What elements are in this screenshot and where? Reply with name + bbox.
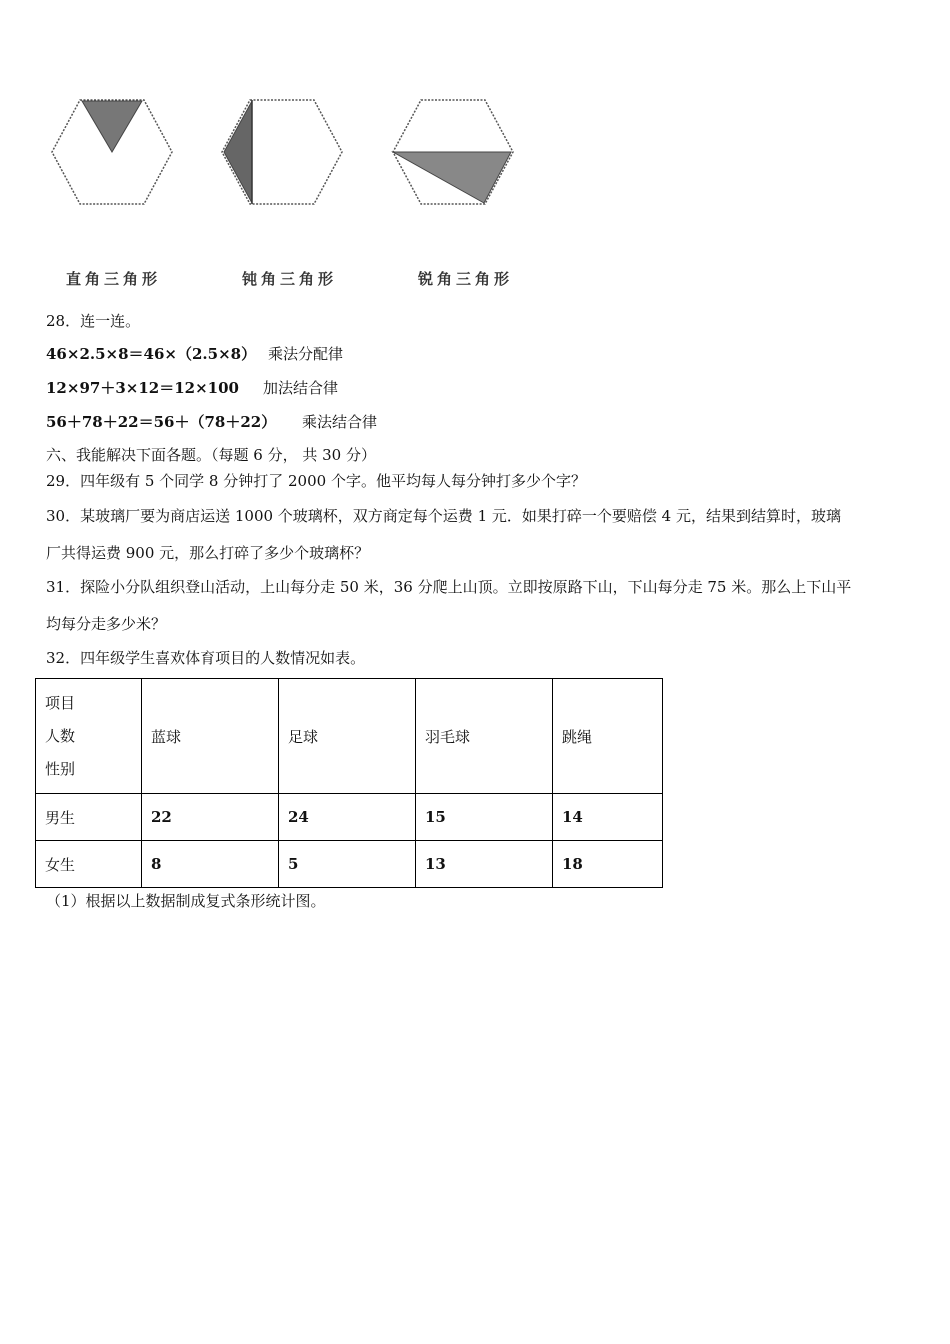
column-header: 跳绳 bbox=[553, 679, 663, 794]
table-corner-cell bbox=[36, 679, 142, 794]
q30-text-line-1: 30．某玻璃厂要为商店运送 1000 个玻璃杯，双方商定每个运费 1 元．如果打碎一个要赔偿 4 元，结果到结算时，玻璃 bbox=[46, 507, 841, 525]
hexagon-obtuse-triangle bbox=[222, 100, 342, 204]
row-label: 女生 bbox=[36, 841, 142, 888]
column-header: 蓝球 bbox=[142, 679, 279, 794]
label-acute-triangle: 锐角三角形 bbox=[418, 270, 514, 288]
table-header-row bbox=[36, 679, 663, 794]
table-cell: 13 bbox=[416, 841, 553, 888]
table-cell: 24 bbox=[279, 794, 416, 841]
table-row bbox=[36, 794, 663, 841]
section-6-heading: 六、我能解决下面各题。（每题 6 分， 共 30 分） bbox=[46, 446, 376, 464]
corner-item-label: 项目 bbox=[45, 693, 76, 712]
q28-law-3: 乘法结合律 bbox=[302, 413, 378, 431]
q30-text-line-2: 厂共得运费 900 元，那么打碎了多少个玻璃杯？ bbox=[46, 544, 370, 562]
table-cell: 18 bbox=[553, 841, 663, 888]
row-label: 男生 bbox=[36, 794, 142, 841]
label-obtuse-triangle: 钝角三角形 bbox=[242, 270, 338, 288]
table-cell: 5 bbox=[279, 841, 416, 888]
hexagon-figures bbox=[0, 0, 950, 300]
q28-law-2: 加法结合律 bbox=[263, 379, 339, 397]
hexagon-acute-triangle bbox=[393, 100, 513, 204]
q28-equation-3: 56＋78＋22＝56＋（78＋22） bbox=[46, 413, 277, 431]
corner-count-label: 人数 bbox=[45, 726, 76, 745]
q28-equation-1: 46×2.5×8＝46×（2.5×8） bbox=[46, 345, 257, 363]
q32-sub-1: （1）根据以上数据制成复式条形统计图。 bbox=[46, 892, 326, 910]
hexagon-right-triangle bbox=[52, 100, 172, 204]
table-cell: 22 bbox=[142, 794, 279, 841]
q31-text-line-2: 均每分走多少米？ bbox=[46, 615, 167, 633]
q31-text-line-1: 31．探险小分队组织登山活动，上山每分走 50 米，36 分爬上山顶。立即按原路下山，下山每分走 75 米。那么上下山平 bbox=[46, 578, 852, 596]
q32-title: 32．四年级学生喜欢体育项目的人数情况如表。 bbox=[46, 649, 366, 667]
table-cell: 8 bbox=[142, 841, 279, 888]
column-header: 足球 bbox=[279, 679, 416, 794]
sports-preference-table bbox=[35, 678, 663, 888]
corner-gender-label: 性别 bbox=[45, 759, 76, 778]
q28-title: 28．连一连。 bbox=[46, 312, 141, 330]
q28-equation-2: 12×97＋3×12＝12×100 bbox=[46, 379, 239, 397]
table-cell: 15 bbox=[416, 794, 553, 841]
table-row bbox=[36, 841, 663, 888]
q28-law-1: 乘法分配律 bbox=[268, 345, 344, 363]
table-cell: 14 bbox=[553, 794, 663, 841]
q29-text: 29．四年级有 5 个同学 8 分钟打了 2000 个字。他平均每人每分钟打多少个字？ bbox=[46, 472, 586, 490]
label-right-triangle: 直角三角形 bbox=[66, 270, 162, 288]
column-header: 羽毛球 bbox=[416, 679, 553, 794]
